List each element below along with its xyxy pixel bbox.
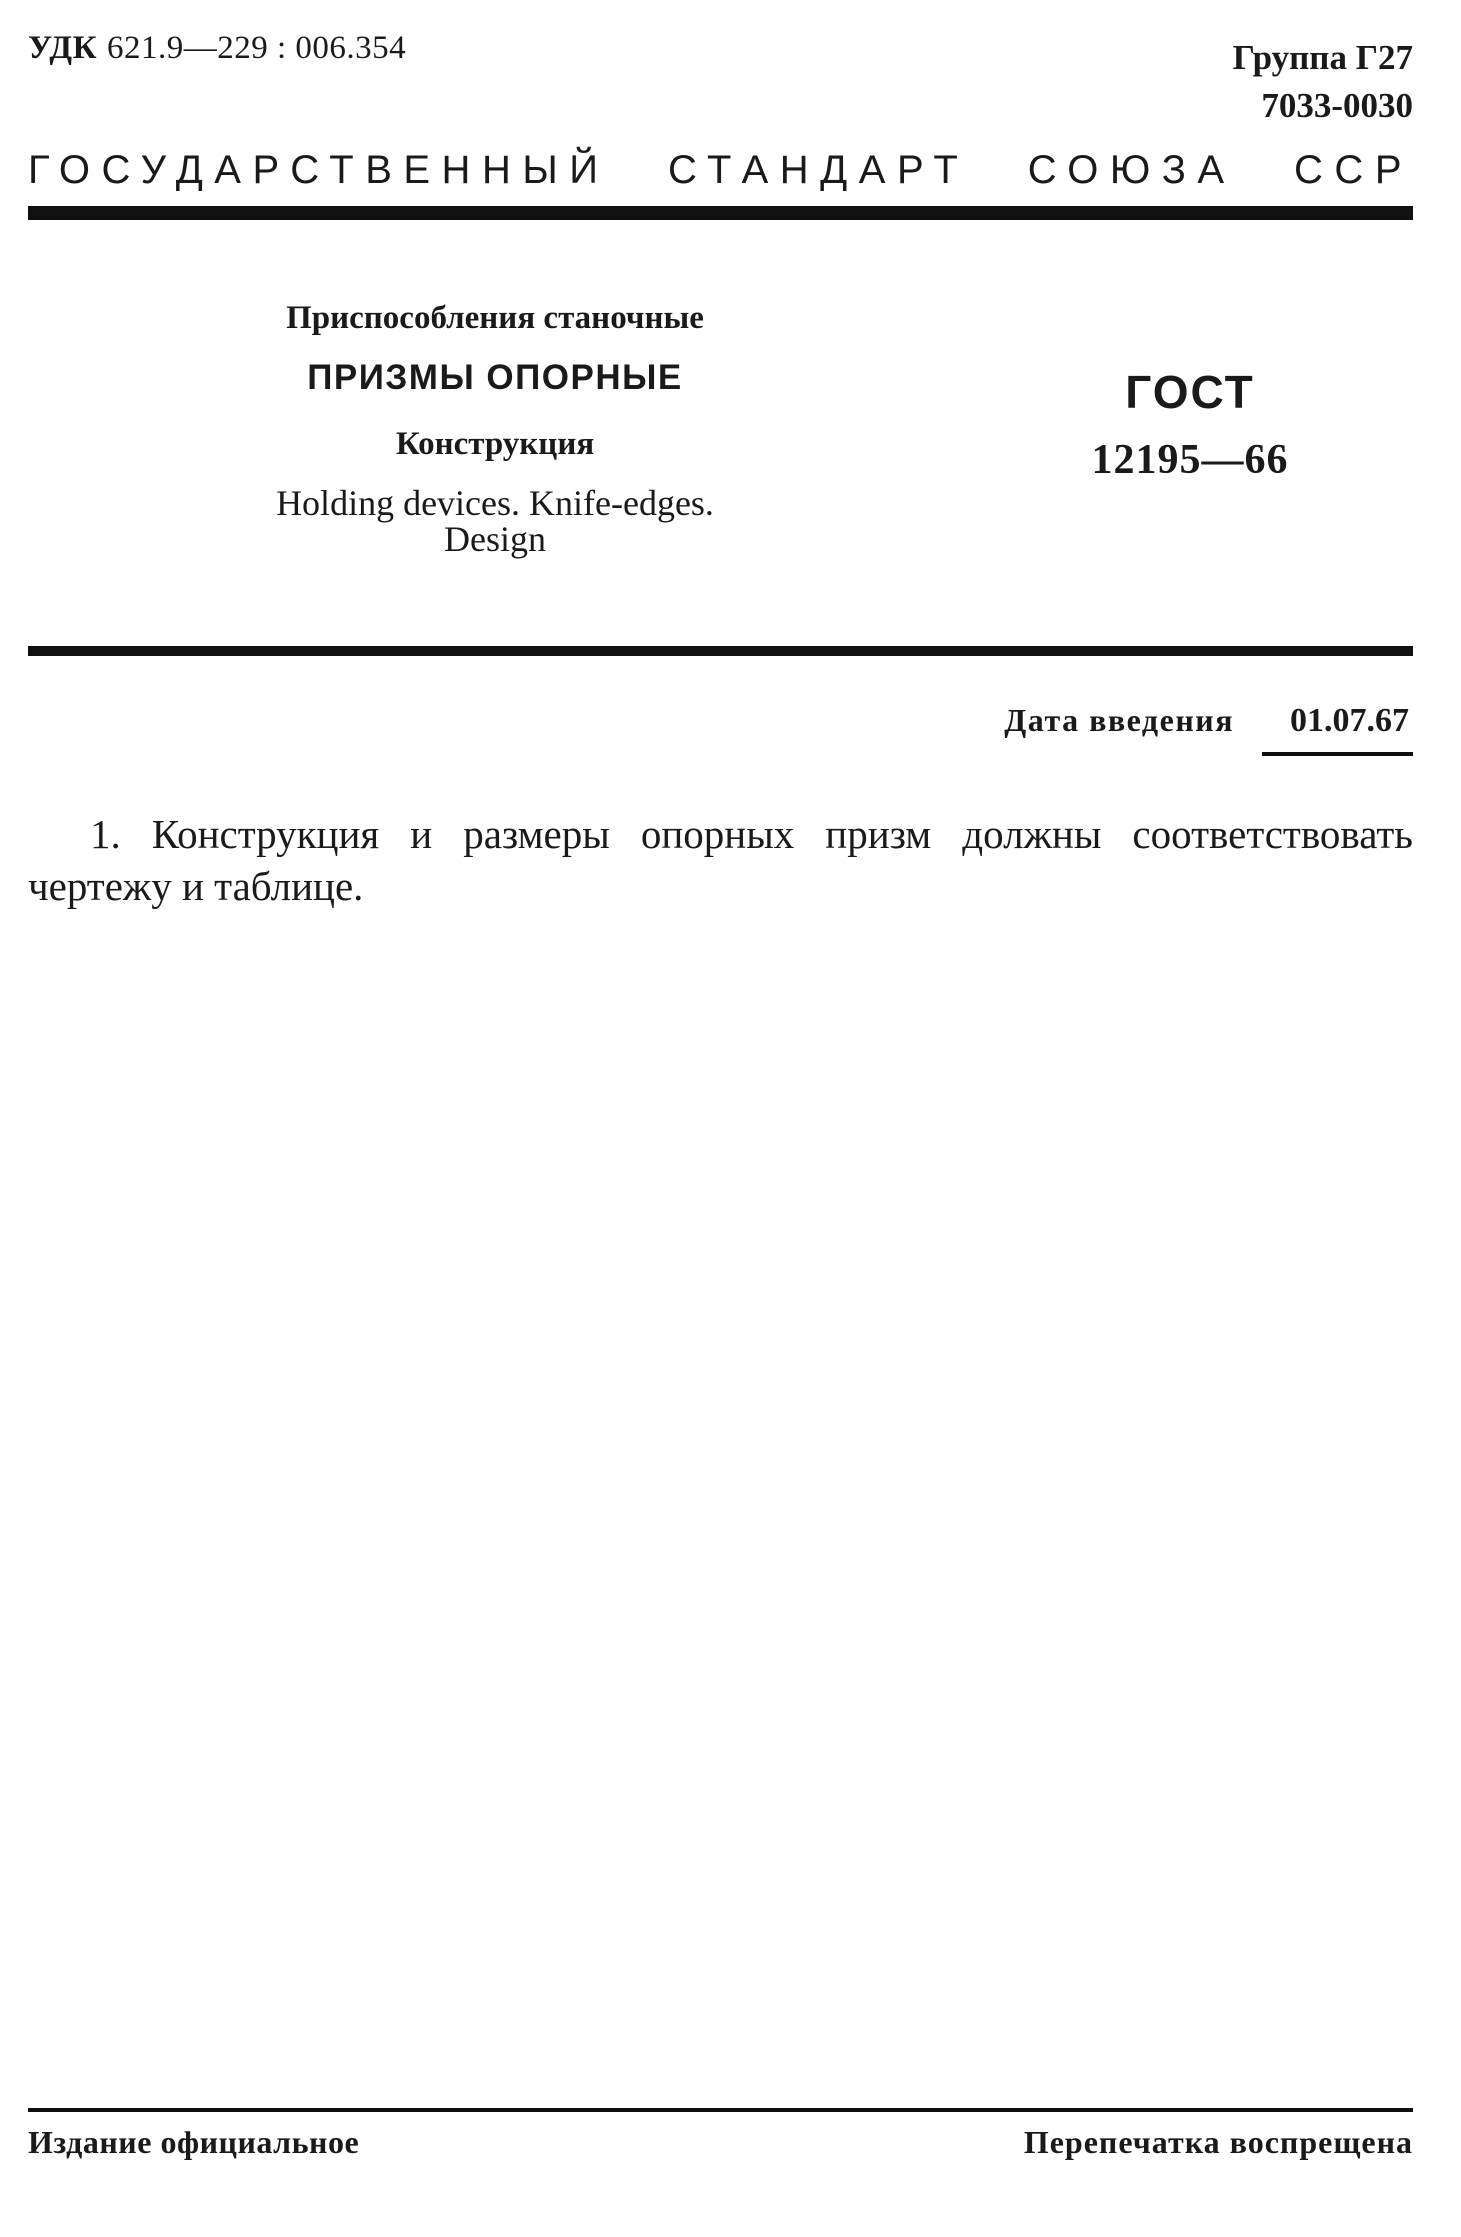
group-label: Группа Г27 (1232, 38, 1413, 77)
state-standard-heading: ГОСУДАРСТВЕННЫЙ СТАНДАРТ СОЮЗА ССР (28, 148, 1413, 192)
top-divider (28, 206, 1413, 220)
udk-label: УДК (28, 30, 98, 66)
title-category: Приспособления станочные (286, 300, 704, 336)
intro-date-label: Дата введения (1004, 702, 1234, 738)
intro-date-value: 01.07.67 (1262, 702, 1413, 756)
title-english-line-2: Design (444, 519, 546, 559)
title-subtitle: Конструкция (395, 426, 595, 462)
udk-code: 621.9—229 : 006.354 (107, 30, 407, 66)
title-english-line-1: Holding devices. Knife-edges. (276, 483, 714, 523)
gost-number: 12195—66 (1091, 437, 1289, 483)
title-divider (28, 646, 1413, 656)
body-paragraph-1: 1. Конструкция и размеры опорных призм должны соответствовать чертежу и таблице. (28, 811, 1413, 909)
title-english (200, 485, 790, 557)
group-block (1233, 34, 1413, 130)
intro-date (1004, 702, 1413, 756)
gost-label: ГОСТ (1125, 366, 1255, 418)
footer-reprint-prohibited: Перепечатка воспрещена (1023, 2124, 1413, 2160)
classification-code: 7033-0030 (1261, 86, 1413, 125)
udk-line (28, 30, 406, 67)
footer-official-edition: Издание официальное (28, 2124, 360, 2160)
title-main: ПРИЗМЫ ОПОРНЫЕ (307, 358, 683, 397)
footer-divider (28, 2108, 1413, 2112)
